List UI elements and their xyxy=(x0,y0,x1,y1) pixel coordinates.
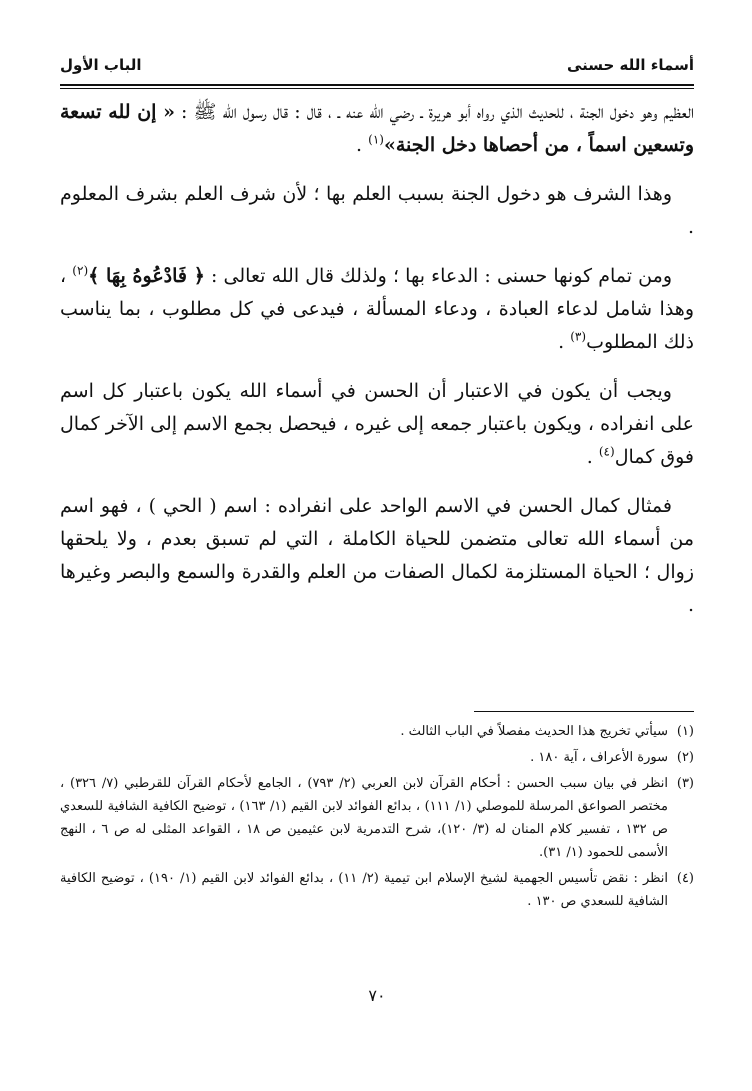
chapter-title: الباب الأول xyxy=(60,56,142,74)
main-text xyxy=(60,96,694,638)
footnote-number: (٤) xyxy=(676,871,694,886)
footnote-number: (٣) xyxy=(676,776,694,791)
hadith-quote: « إن لله تسعة وتسعين اسماً ، من أحصاها دخل الجنة» xyxy=(60,101,694,156)
footnote-text: انظر : نقض تأسيس الجهمية لشيخ الإسلام ابن تيمية (٢/ ١١) ، بدائع الفوائد لابن القيم (١/ ١٩٠) ، توضيح الكافية الشافية للسعدي ص ١٣٠ . xyxy=(60,871,669,909)
paragraph-4: ويجب أن يكون في الاعتبار أن الحسن في أسماء الله يكون باعتبار كل اسم على انفراده ، ويكون باعتبار جمعه إلى غيره ، فيحصل بجمع الاسم إلى الآخر كمال فوق كمال$^{(٤)}$ . xyxy=(60,380,694,468)
footnote-text: سورة الأعراف ، آية ١٨٠ . xyxy=(530,750,668,765)
book-title: أسماء الله حسنى xyxy=(566,56,694,74)
paragraph-1: العظيم وهو دخول الجنة ، للحديث الذي رواه أبو هريرة ـ رضي الله عنه ـ ، قال : قال رسول الله ﷺ : « إن لله تسعة وتسعين اسماً ، من أحصاها دخل الجنة»$^{(١)}$ . xyxy=(60,101,694,156)
footnote-ref-2[interactable]: (٢) xyxy=(72,263,89,278)
footnote-number: (٢) xyxy=(676,750,694,765)
footnote-item xyxy=(60,746,694,769)
paragraph-2: وهذا الشرف هو دخول الجنة بسبب العلم بها ؛ لأن شرف العلم بشرف المعلوم . xyxy=(60,183,694,238)
footnote-item xyxy=(60,772,694,864)
footnote-number: (١) xyxy=(676,724,694,739)
paragraph-3: ومن تمام كونها حسنى : الدعاء بها ؛ ولذلك قال الله تعالى : ﴿ فَادْعُوهُ بِهَا ﴾$^{(٢)}$ ، وهذا شامل لدعاء العبادة ، ودعاء المسألة ، فيدعى في كل مطلوب ، بما يناسب ذلك المطلوب$^{(٣)}$ . xyxy=(60,263,694,353)
footnote-ref-4[interactable]: (٤) xyxy=(598,444,615,459)
footnote-item xyxy=(60,720,694,743)
running-header xyxy=(60,50,694,74)
header-rule xyxy=(60,84,694,86)
footnote-item xyxy=(60,867,694,913)
footnote-ref-1[interactable]: (١) xyxy=(368,132,384,147)
footnote-text: انظر في بيان سبب الحسن : أحكام القرآن لابن العربي (٢/ ٧٩٣) ، الجامع لأحكام القرآن للقرطبي (٧/ ٣٢٦) ، مختصر الصواعق المرسلة للموصلي (١/ ١١١) ، بدائع الفوائد لابن القيم (١/ ١٦٣) ، توضيح الكافية الشافية للسعدي ص ١٣٢ ، تفسير كلام المنان له (٣/ ١٢٠)، شرح التدمرية لابن عثيمين ص ١٨ ، القواعد المثلى له ص ٦ ، النهج الأسمى للحمود (١/ ٣١). xyxy=(60,776,669,860)
book-page xyxy=(60,40,694,1071)
quran-verse: ﴿ فَادْعُوهُ بِهَا ﴾ xyxy=(88,265,205,287)
paragraph-5: فمثال كمال الحسن في الاسم الواحد على انفراده : اسم ( الحي ) ، فهو اسم من أسماء الله تعالى متضمن للحياة الكاملة ، التي لم تسبق بعدم ، ولا يلحقها زوال ؛ الحياة المستلزمة لكمال الصفات من العلم والقدرة والسمع والبصر وغيرها . xyxy=(60,495,694,616)
footnote-text: سيأتي تخريج هذا الحديث مفصلاً في الباب الثالث . xyxy=(400,724,668,739)
page-number: ٧٠ xyxy=(368,986,386,1005)
footnote-ref-3[interactable]: (٣) xyxy=(570,329,587,344)
footnote-separator xyxy=(474,711,694,712)
header-rule-thin xyxy=(60,88,694,89)
footnotes xyxy=(60,720,694,916)
